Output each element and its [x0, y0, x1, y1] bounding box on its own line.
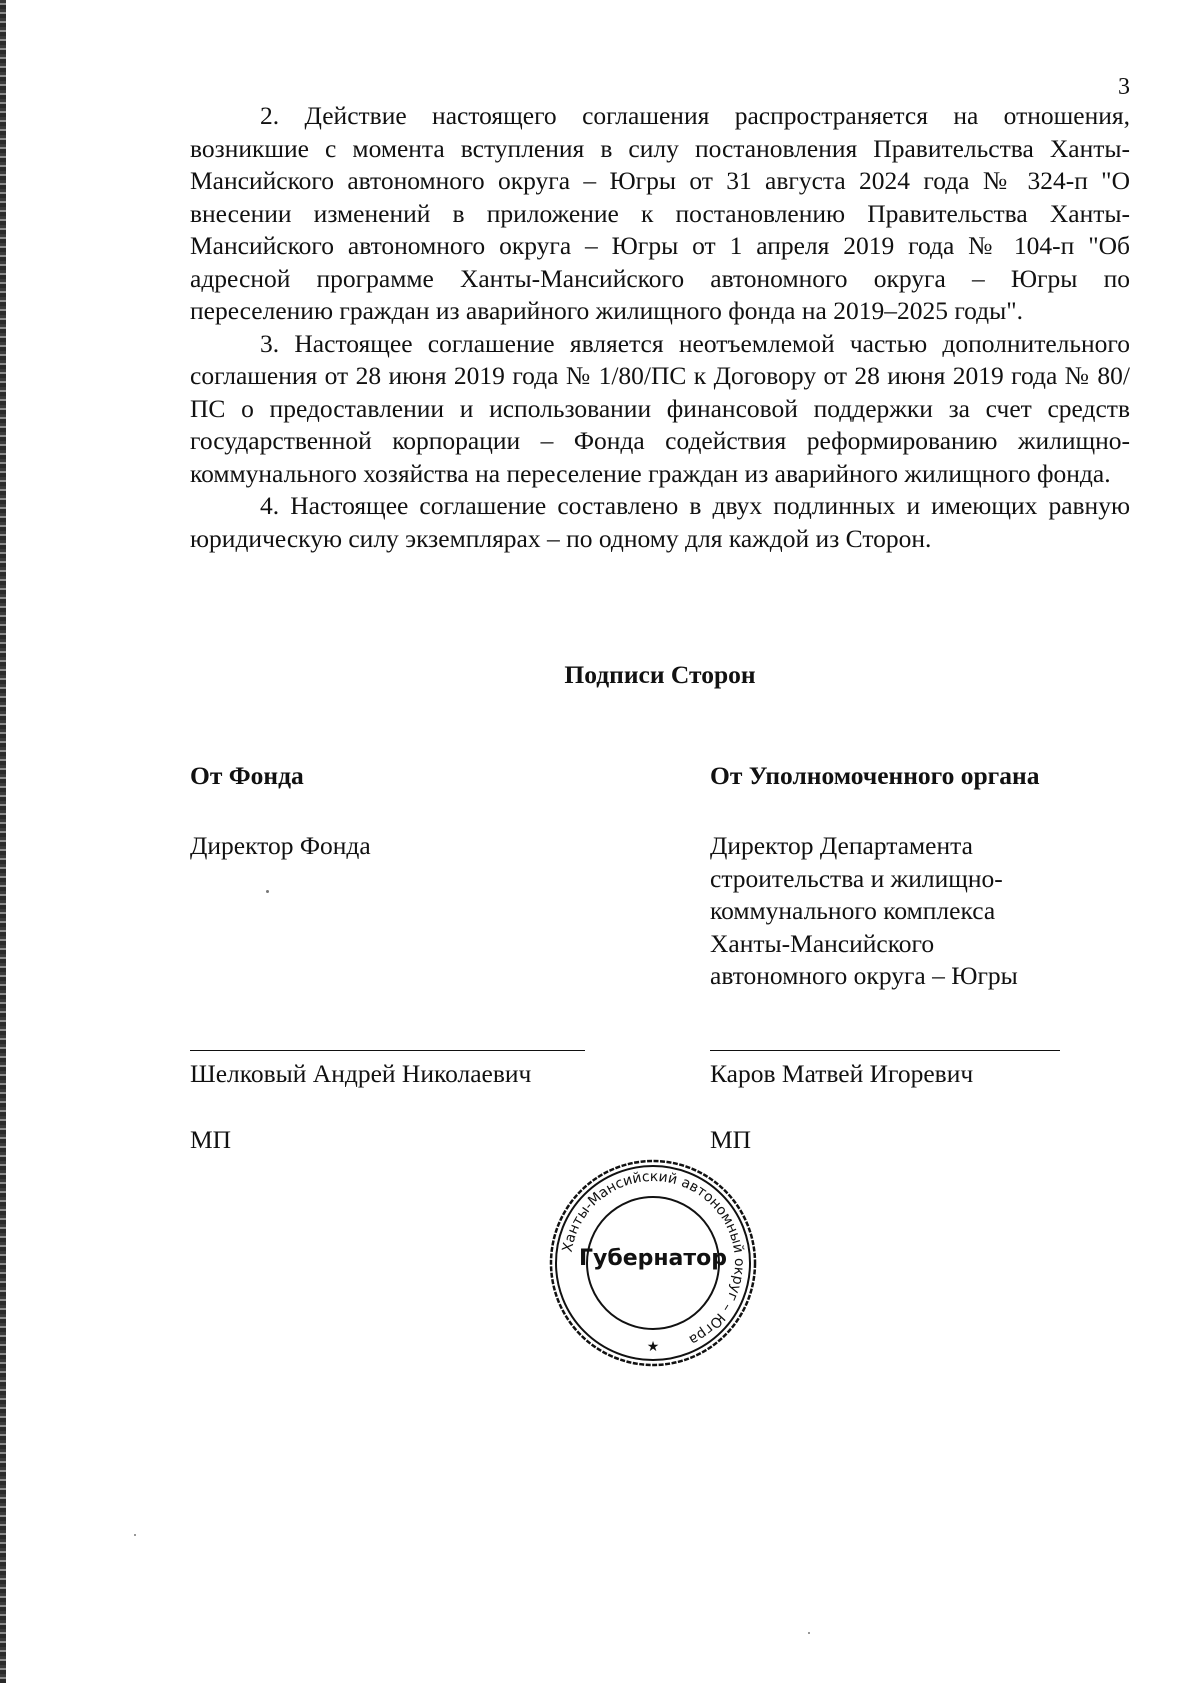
left-seal-mark: МП: [190, 1125, 232, 1154]
paragraph-2: 2. Действие настоящего соглашения распространяется на отношения, возникшие с момента вступления в силу постановления Правительства Ханты-Мансийского автономного округа – Югры от 31 августа 2024 года № 324-п "О внесении изменений в приложение к постановлению Правительства Ханты-Мансийского автономного округа – Югры от 1 апреля 2019 года № 104-п "Об адресной программе Ханты-Мансийского автономного округа – Югры по переселению граждан из аварийного жилищного фонда на 2019–2025 годы".: [190, 101, 1130, 325]
left-party-position: Директор Фонда: [190, 831, 371, 860]
right-seal-mark: МП: [710, 1125, 752, 1154]
stamp-star: ★: [646, 1340, 660, 1355]
right-party-position: [710, 830, 1130, 993]
paragraph-3: 3. Настоящее соглашение является неотъемлемой частью дополнительного соглашения от 28 июня 2019 года № 1/80/ПС к Договору от 28 июня 2019 года № 80/ПС о предоставлении и использовании финансовой поддержки за счет средств государственной корпорации – Фонда содействия реформированию жилищно-коммунального хозяйства на переселение граждан из аварийного жилищного фонда.: [190, 328, 1130, 488]
signatures-heading: Подписи Сторон: [564, 660, 756, 689]
left-party-title: От Фонда: [190, 761, 304, 790]
paragraph-4: 4. Настоящее соглашение составлено в двух подлинных и имеющих равную юридическую силу экземплярах – по одному для каждой из Сторон.: [190, 491, 1130, 553]
right-position-line: строительства и жилищно-: [710, 863, 1003, 893]
page-number: 3: [1118, 74, 1130, 100]
scan-speck: [266, 890, 269, 893]
left-signatory-name: Шелковый Андрей Николаевич: [190, 1059, 532, 1088]
stamp-ring-textpath: Ханты-Мансийский автономный округ – Югра: [559, 1168, 748, 1348]
right-signature-line: [710, 1050, 1060, 1051]
agreement-body: [190, 100, 1130, 555]
left-signature-line: [190, 1050, 585, 1051]
right-position-line: Ханты-Мансийского: [710, 928, 935, 958]
stamp-center-text: Губернатор: [578, 1246, 728, 1271]
right-signatory-name: Каров Матвей Игоревич: [710, 1059, 974, 1088]
official-stamp: [548, 1158, 758, 1368]
right-party-title: От Уполномоченного органа: [710, 761, 1040, 790]
right-position-line: автономного округа – Югры: [710, 961, 1018, 990]
scan-speck: [134, 1534, 136, 1536]
scan-edge: [0, 0, 6, 1683]
right-position-line: коммунального комплекса: [710, 896, 996, 925]
scan-speck: [808, 1632, 810, 1634]
right-position-line: Директор Департамента: [710, 831, 973, 860]
